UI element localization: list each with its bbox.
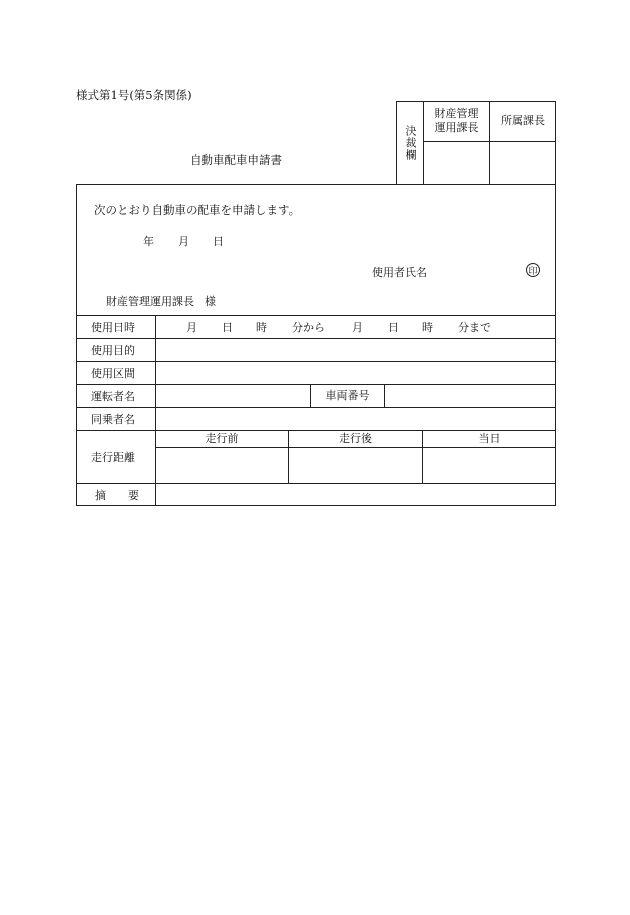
section-field[interactable] [157,362,555,384]
distance-before-field[interactable] [157,448,287,483]
approval-label: 決裁欄 [404,125,417,161]
distance-day-header: 当日 [478,432,501,445]
passengers-field[interactable] [157,408,555,430]
usage-datetime-label: 使用日時 [91,321,135,334]
to-minute: 分まで [458,321,491,334]
summary-field[interactable] [157,484,555,505]
distance-after-header: 走行後 [339,432,372,445]
approval-col-dept-manager: 所属課長 [501,114,545,127]
from-day: 日 [222,321,233,334]
label-column-divider [155,315,156,506]
form-number: 様式第1号(第5条関係) [76,88,192,102]
approval-col-property-manager: 財産管理 運用課長 [434,107,479,134]
approval-stamp-area-1[interactable] [424,142,489,184]
to-hour: 時 [422,321,433,334]
purpose-label: 使用目的 [91,344,135,357]
section-label: 使用区間 [91,367,135,380]
to-day: 日 [388,321,399,334]
approval-stamp-area-2[interactable] [490,142,555,184]
distance-before-header: 走行前 [205,432,239,445]
seal-icon: 印 [526,263,540,277]
intro-text: 次のとおり自動車の配車を申請します。 [94,203,301,217]
addressee: 財産管理運用課長 様 [106,295,216,308]
from-month: 月 [186,321,197,334]
summary-label: 摘 要 [95,489,139,502]
vehicle-number-field[interactable] [386,385,555,407]
from-hour: 時 [256,321,267,334]
date-year: 年 [143,235,154,248]
date-day: 日 [213,235,224,248]
vehicle-number-label: 車両番号 [325,389,370,402]
driver-label: 運転者名 [91,390,135,403]
distance-label: 走行距離 [91,451,135,464]
to-month: 月 [352,321,363,334]
from-minute: 分から [292,321,325,334]
purpose-field[interactable] [157,339,555,361]
driver-divider [384,384,385,407]
form-title: 自動車配車申請書 [190,153,282,167]
driver-field[interactable] [157,385,309,407]
date-month: 月 [178,235,189,248]
distance-after-field[interactable] [290,448,421,483]
user-name-label: 使用者氏名 [372,266,427,279]
passengers-label: 同乗者名 [91,413,135,426]
distance-day-field[interactable] [424,448,555,483]
